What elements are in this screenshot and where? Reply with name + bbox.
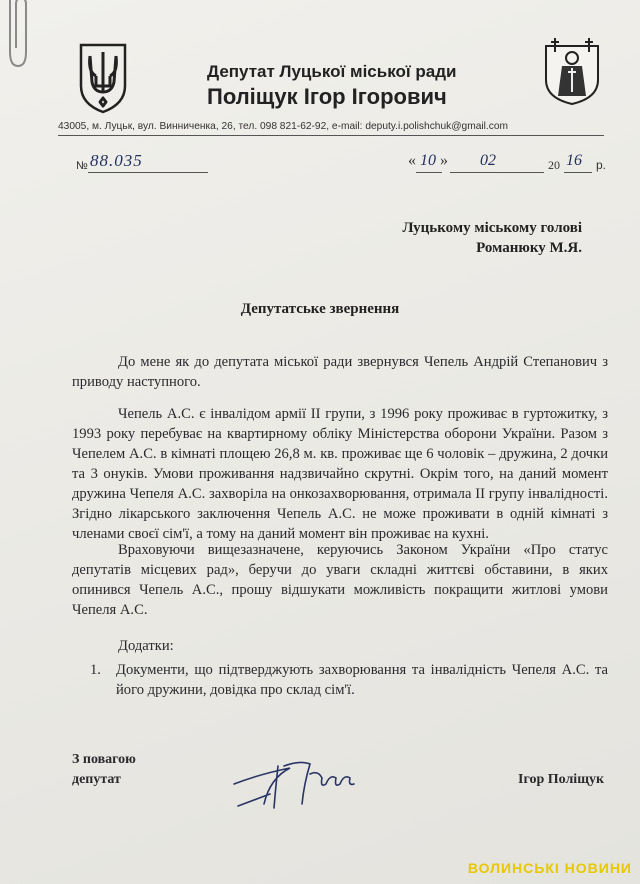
body-paragraph-3: Враховуючи вищезазначене, керуючись Законом України «Про статус депутатів місцевих рад», беручи до уваги складні життєві обставини, в яких опинився Чепель А.С., прошу відшукати можливість покращити житлові умови Чепеля А.С. [72,542,608,618]
number-label: № [76,160,88,172]
header-divider [58,135,604,136]
date-month-underline [450,172,544,173]
date-day: 10 [420,152,436,169]
outgoing-number: 88.035 [90,151,143,170]
body-paragraph-2: Чепель А.С. є інвалідом армії ІІ групи, з 1996 року проживає в гуртожитку, з 1993 року перебуває на квартирному обліку Міністерства оборони України. Разом з Чепелем А.С. в кімнаті площею 26,8 м. кв. проживає ще 6 чоловік – дружина, 2 дочки та 3 онуків. Умови проживання надзвичайно скрутні. Окрім того, на даний момент дружина Чепеля А.С. захворіла на онкозахворювання, отримала ІІ групу інвалідності. Згідно лікарського заключення Чепель А.С. не може проживати в одній кімнаті з членами своєї сім'ї, а тому на даний момент він проживає на кухні. [72,406,608,542]
date-day-underline [416,172,442,173]
publisher-watermark: ВОЛИНСЬКІ НОВИНИ [467,860,632,876]
closing-position: депутат [72,772,121,787]
letterhead-address: 43005, м. Луцьк, вул. Винниченка, 26, тел. 098 821-62-92, e-mail: deputy.i.polishchuk@gmail.com [58,121,508,132]
date-year-unit: р. [596,158,607,172]
attachment-number: 1. [90,662,101,678]
date-close-quote: » [440,152,448,169]
trident-coat-of-arms-icon [78,42,128,114]
attachments-title: Додатки: [118,638,174,654]
date-year-suffix: 16 [566,152,582,169]
letterhead-name: Поліщук Ігор Ігорович [207,84,447,109]
addressee-line-2: Романюку М.Я. [476,240,582,256]
addressee-line-1: Луцькому міському голові [402,220,582,236]
closing-regards: З повагою [72,752,136,767]
date-year-prefix: 20 [548,158,560,172]
attachment-text: Документи, що підтверджують захворювання та інвалідність Чепеля А.С. та його дружини, довідка про склад сім'ї. [116,662,608,698]
date-year-underline [564,172,592,173]
number-underline [88,172,208,173]
paper-clip-icon [2,0,32,74]
handwritten-signature [230,744,380,816]
date-open-quote: « [408,152,416,169]
city-emblem-icon [540,36,604,106]
document-subject: Депутатське звернення [240,301,400,317]
body-paragraph-1: До мене як до депутата міської ради звернувся Чепель Андрій Степанович з приводу наступного. [72,354,608,390]
date-month: 02 [480,152,496,169]
letterhead-title: Депутат Луцької міської ради [207,62,457,81]
signer-name: Ігор Поліщук [518,772,605,787]
